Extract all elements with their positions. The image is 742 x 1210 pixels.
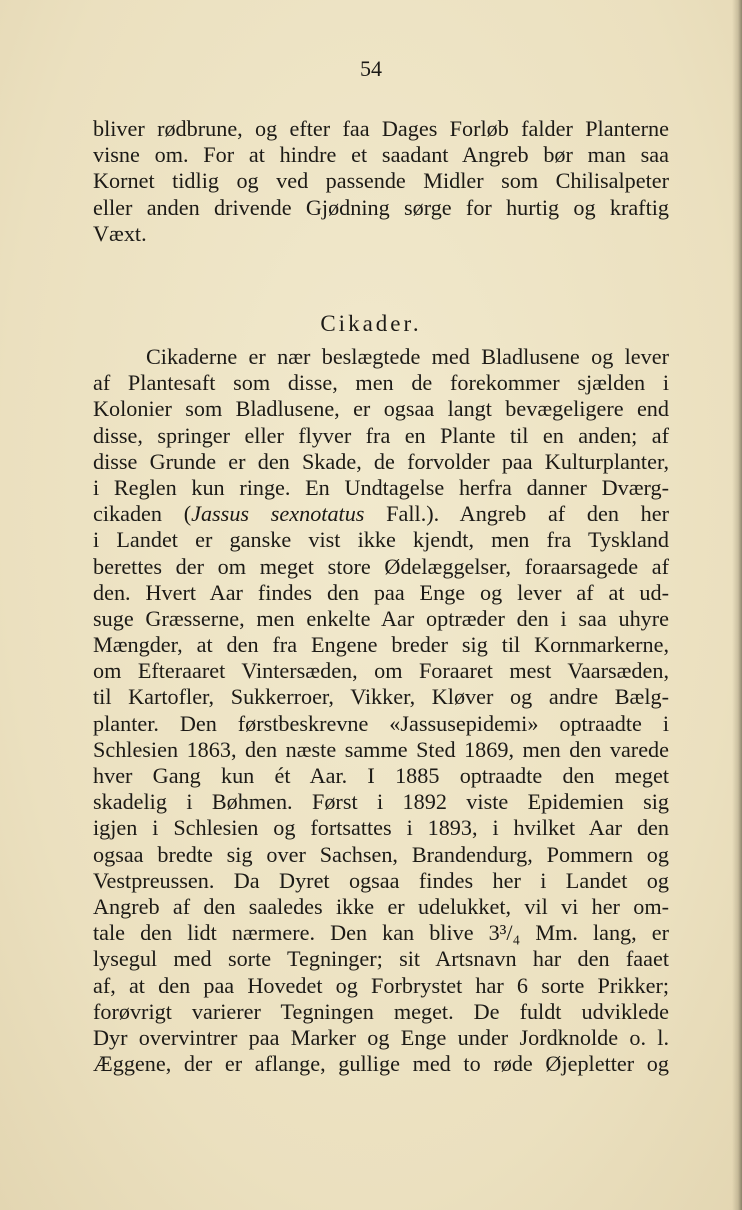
- text-line: af Plantesaft som disse, men de forekommer sjælden i: [93, 370, 669, 396]
- text-line: ogsaa bredte sig over Sachsen, Brandendurg, Pommern og: [93, 841, 669, 867]
- text-line: i Reglen kun ringe. En Undtagelse herfra danner Dværg-: [93, 474, 669, 500]
- text-line: Vestpreussen. Da Dyret ogsaa findes her i Landet og: [93, 867, 669, 893]
- text-line: af, at den paa Hovedet og Forbrystet har 6 sorte Prikker;: [93, 972, 669, 998]
- text-line: Æggene, der er aflange, gullige med to røde Øjepletter og: [93, 1051, 669, 1077]
- text-line: hver Gang kun ét Aar. I 1885 optraadte den meget: [93, 763, 669, 788]
- text-line: disse Grunde er den Skade, de forvolder paa Kulturplanter,: [93, 448, 669, 474]
- text-line: planter. Den førstbeskrevne «Jassusepidemi» optraadte i: [93, 710, 669, 736]
- text-line: til Kartofler, Sukkerroer, Vikker, Kløver og andre Bælg-: [93, 684, 669, 710]
- text-line: Væxt.: [93, 220, 147, 246]
- text-line: Mængder, at den fra Engene breder sig til Kornmarkerne,: [93, 632, 669, 658]
- text-line: cikaden (Jassus sexnotatus Fall.). Angreb af den her: [93, 501, 669, 527]
- text-line: i Landet er ganske vist ikke kjendt, men fra Tyskland: [93, 527, 669, 553]
- text-line: Kolonier som Bladlusene, er ogsaa langt bevægeligere end: [93, 396, 669, 422]
- text-line: om Efteraaret Vintersæden, om Foraaret mest Vaarsæden,: [93, 658, 669, 684]
- text-line: den. Hvert Aar findes den paa Enge og lever af at ud-: [93, 579, 669, 605]
- text-line: skadelig i Bøhmen. Først i 1892 viste Epidemien sig: [93, 789, 669, 815]
- text-line: lysegul med sorte Tegninger; sit Artsnavn har den faaet: [93, 946, 669, 972]
- text-line: eller anden drivende Gjødning sørge for hurtig og kraftig: [93, 194, 669, 220]
- section-heading: Cikader.: [320, 311, 422, 336]
- text-line: Kornet tidlig og ved passende Midler som Chilisalpeter: [93, 168, 669, 194]
- text-line: tale den lidt nærmere. Den kan blive 3³/₄ Mm. lang, er: [93, 920, 669, 946]
- text-line: disse, springer eller flyver fra en Plante til en anden; af: [93, 422, 669, 448]
- text-line: Cikaderne er nær beslægtede med Bladlusene og lever: [146, 344, 669, 369]
- text-line: Dyr overvintrer paa Marker og Enge under Jordknolde o. l.: [93, 1024, 669, 1050]
- text-line: bliver rødbrune, og efter faa Dages Forløb falder Planterne: [93, 116, 669, 141]
- text-line: Angreb af den saaledes ikke er udelukket, vil vi her om-: [93, 893, 669, 919]
- text-line: visne om. For at hindre et saadant Angreb bør man saa: [93, 142, 669, 168]
- text-line: suge Græsserne, men enkelte Aar optræder den i saa uhyre: [93, 605, 669, 631]
- text-line: igjen i Schlesien og fortsattes i 1893, i hvilket Aar den: [93, 815, 669, 841]
- paragraph-2: [93, 344, 669, 1077]
- species-name: Jassus sexnotatus: [191, 501, 365, 527]
- page-edge-shadow: [732, 0, 742, 1210]
- text-line: Schlesien 1863, den næste samme Sted 1869, men den varede: [93, 736, 669, 762]
- text-line: berettes der om meget store Ødelæggelser, foraarsagede af: [93, 553, 669, 579]
- paragraph-1: [93, 116, 669, 247]
- text-line: forøvrigt varierer Tegningen meget. De fuldt udviklede: [93, 998, 669, 1024]
- page-number: 54: [360, 56, 382, 81]
